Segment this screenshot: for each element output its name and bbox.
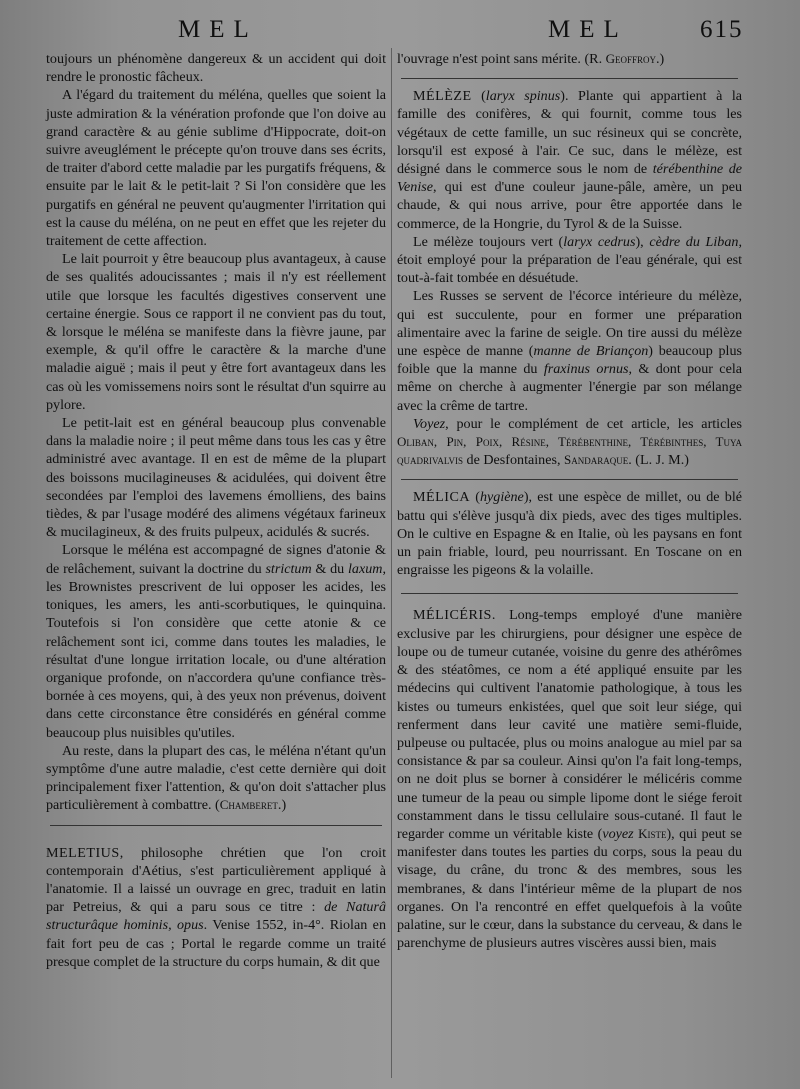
paragraph <box>46 742 386 815</box>
left-column <box>46 50 386 971</box>
text: ), qui peut se manifester dans toutes les parties du corps, sous la peau du visage, du crâne, du tronc & des membres, sous les membranes, & dans l'intérieur même de la plupart de nos organes. On l'a rencontré en effet quelquefois à la voûte palatine, sur le cœur, dans la substance du cerveau, & dans le parenchyme de plusieurs autres viscères aussi bien, mais <box>397 825 742 952</box>
text: , les Brownistes prescrivent de lui opposer les acides, les toniques, les amers, les anti-scorbutiques, le quinquina. Toutefois si l'on considère que cette atonie & ce relâchement sont ici, comme dans toutes les maladies, le résultat d'une longue irritation locale, ou d'une altération organique profonde, on n'accordera qu'une confiance très-bornée à ces moyens, qui, à des yeux non prévenus, doivent dans cette circonstance être considérés en général comme beaucoup plus nuisibles qu'utiles. <box>46 560 386 741</box>
paragraph <box>397 415 742 470</box>
paragraph: A l'égard du traitement du méléna, quelles que soient la juste admiration & la vénération profonde que l'on doive au grand caractère & au génie sublime d'Hippocrate, doit-on suivre aveuglément le précepte qu'on trouve dans ses écrits, de traiter d'abord cette maladie par les purgatifs fréquens, & ensuite par le lait & le petit-lait ? Si l'on considère que les purgatifs en général ne peuvent qu'augmenter l'irritation qui est la cause du méléna, on ne peut en effet que les rejeter du traitement de cette affection. <box>46 87 386 250</box>
italic-term: manne de Briançon <box>533 343 649 360</box>
text: , pour le complément de cet article, les articles <box>445 415 742 432</box>
text: Au reste, dans la plupart des cas, le méléna n'étant qu'un symptôme d'une autre maladie, c'est cette dernière qui doit principalement fixer l'attention, & qu'on doit s'attacher plus particulièrement à combattre. ( <box>46 742 386 814</box>
text: & du <box>311 560 348 577</box>
text: Les Russes se servent de l'écorce intérieure du mélèze, qui est succulente, pour en former une préparation alimentaire avec la farine de seigle. On tire aussi du mélèze une espèce de manne ( <box>397 288 742 360</box>
cross-reference: Sandaraque <box>564 452 629 468</box>
text: l'ouvrage n'est point sans mérite. (R. <box>397 51 606 67</box>
entry-separator <box>401 593 738 594</box>
italic-term: Voyez <box>413 415 446 432</box>
header-right: MEL <box>548 16 628 43</box>
entry-meleze: MÉLÈZE (laryx spinus). Plante qui appartient à la famille des conifères, & qui fournit, comme tous les végétaux de cette famille, un suc résineux qui se concrète, lorsqu'il est exposé à l'air. Ce suc, dans le mélèze, est désigné dans le commerce sous le nom de térébenthine de Venise, qui est d'une couleur jaune-pâle, amère, un peu chaude, & qui nous arrive, pour être apportée dans le commerce, de la Hongrie, du Tyrol & de la Suisse. <box>397 88 742 232</box>
column-divider <box>391 48 392 1078</box>
italic-term: cèdre du Liban <box>649 233 739 250</box>
paragraph <box>397 233 742 288</box>
paragraph: toujours un phénomène dangereux & un accident qui doit rendre le pronostic fâcheux. <box>46 51 386 86</box>
text: . (L. J. M.) <box>628 452 689 469</box>
text: . Long-temps employé d'une manière exclusive par les chirurgiens, pour désigner une espèce de loupe ou de tumeur cutanée, voisine du genre des athérômes & des stéatômes, ce nom a été appliqué ensuite par les médecins qui cultivent l'anatomie pathologique, à tous les kistes ou tumeurs enkistées, quel que soit leur siége, qui renferment dans leur cavité une matière semi-fluide, pulpeuse ou pultacée, plus ou moins analogue au miel par sa consistance & par sa couleur. Ainsi qu'on l'a fait long-temps, on ne doit plus se borner à considérer le mélicéris comme une tumeur de la peau ou simple lipome dont le siége feroit constamment dans le tissu cellulaire sous-cutané. Il faut le regarder comme un véritable kiste ( <box>397 607 742 842</box>
running-header <box>0 16 800 50</box>
entry-headword: MELETIUS <box>46 844 120 861</box>
entry-melica: MÉLICA (hygiène), est une espèce de millet, ou de blé battu qui s'élève jusqu'à dix pieds, avec des tiges multiples. On le cultive en Espagne & en Italie, où les paysans en font un pain friable, lourd, peu nourrissant. En Toscane on en engraisse les pigeons & la volaille. <box>397 489 742 579</box>
text: , étoit employé pour la préparation de l'eau générale, qui est tout-à-fait tombée en désuétude. <box>397 233 742 287</box>
entry-headword: MÉLÈZE <box>413 88 472 105</box>
right-column <box>397 50 742 952</box>
text: , philosophe chrétien que l'on croit contemporain d'Aétius, s'est particulièrement appliqué à l'anatomie. Il a laissé un ouvrage en grec, traduit en latin par Petreius, & qui a paru sous ce titre : <box>46 844 386 916</box>
italic-term: hygiène <box>479 489 524 506</box>
italic-term: laxum <box>348 560 383 577</box>
italic-term: térébenthine de Venise <box>397 161 742 196</box>
paragraph <box>46 541 386 741</box>
page-number: 615 <box>700 16 744 43</box>
text: ), <box>635 233 650 250</box>
italic-term: laryx spinus <box>485 88 561 105</box>
text: de Desfontaines, <box>463 452 564 469</box>
entry-separator <box>401 78 738 79</box>
entry-headword: MÉLICÉRIS <box>413 607 492 624</box>
paragraph <box>397 287 742 414</box>
text: . Plante qui appartient à la famille des conifères, & qui fournit, comme tous les végétaux de cette famille, un suc résineux qui se concrète, lorsqu'il est exposé à l'air. Ce suc, dans le mélèze, est désigné dans le commerce sous le nom de <box>397 88 742 178</box>
text: ) beaucoup plus foible que la manne du <box>397 343 742 378</box>
italic-term: laryx cedrus <box>563 233 636 250</box>
text: Le mélèze toujours vert ( <box>413 233 564 250</box>
italic-term: voyez <box>602 825 634 842</box>
paragraph: Le petit-lait est en général beaucoup plus convenable dans la maladie noire ; il peut même dans tous les cas y être administré avec avantage. Il en est de même de la plupart des boissons mucilagineuses & acidulées, qui doivent être secondées par l'emploi des lavemens émolliens, des bains tièdes, & par l'usage modéré des alimens végétaux farineux & mucilagineux, & des fruits pulpeux, acidulés & sucrés. <box>46 415 386 541</box>
entry-separator <box>50 825 382 826</box>
italic-term: fraxinus ornus <box>543 361 629 378</box>
cross-reference: Kiste <box>638 825 667 841</box>
text: .) <box>656 51 665 67</box>
italic-title: de Naturâ structurâque hominis, opus <box>46 899 386 934</box>
author-signature: Geoffroy <box>605 51 657 66</box>
text: , est une espèce de millet, ou de blé battu qui s'élève jusqu'à dix pieds, avec des tiges multiples. On le cultive en Espagne & en Italie, où les paysans en font un pain friable, lourd, peu nourrissant. En Toscane on en engraisse les pigeons & la volaille. <box>397 489 742 579</box>
text: .) <box>277 797 287 814</box>
entry-separator <box>401 479 738 480</box>
italic-term: strictum <box>265 560 312 577</box>
entry-meletius <box>46 844 386 971</box>
text: , & dont pour cela même on cherche à augmenter l'énergie par son mélange avec la crême de tartre. <box>397 361 742 414</box>
cross-references: Oliban, Pin, Poix, Résine, Térébenthine, Térébinthes, Tuya quadrivalvis <box>397 434 742 468</box>
paragraph <box>397 50 742 68</box>
entry-meliceris <box>397 606 742 952</box>
header-left: MEL <box>178 16 258 43</box>
text: Lorsque le méléna est accompagné de signes d'atonie & de relâchement, suivant la doctrine du <box>46 542 386 577</box>
paragraph: Le lait pourroit y être beaucoup plus avantageux, à cause de ses qualités adoucissantes ; mais il n'y est réellement utile que lorsque les facultés digestives conservent une certaine énergie. Sous ce rapport il ne convient pas du tout, & lorsque le méléna se manifeste dans la fièvre jaune, par exemple, & qu'il offre le caractère & la marche d'une maladie aiguë ; mais il peut y être fort avantageux dans les cas où les vomissemens noirs sont le résultat d'un squirre au pylore. <box>46 251 386 413</box>
author-signature: Chamberet <box>219 797 278 813</box>
text: . Venise 1552, in-4°. Riolan en fait fort peu de cas ; Portal le regarde comme un traité presque complet de la structure du corps humain, & dit que <box>46 917 386 970</box>
text: , qui est d'une couleur jaune-pâle, amère, un peu chaude, & qui nous arrive, pour être apportée dans le commerce, de la Hongrie, du Tyrol & de la Suisse. <box>397 179 742 232</box>
entry-headword: MÉLICA <box>413 489 471 506</box>
